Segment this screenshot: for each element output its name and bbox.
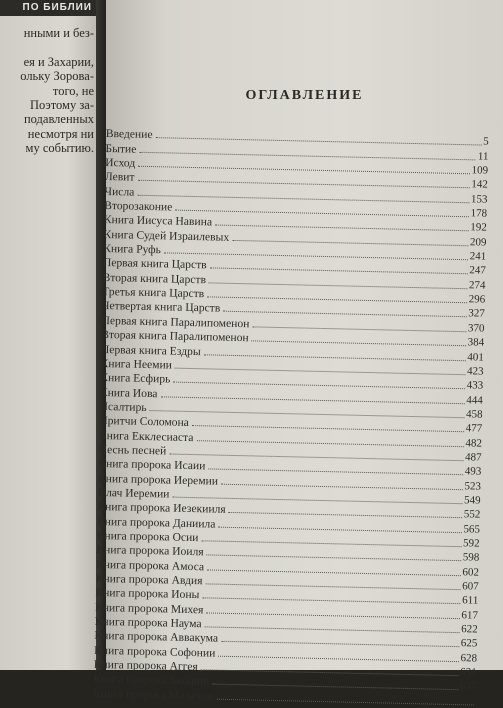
toc-entry-title: Книга пророка Захарии: [93, 672, 210, 688]
toc-entry-page: 622: [461, 623, 478, 636]
toc-entry-title: Книга пророка Авдия: [95, 571, 203, 588]
toc-entry-page: 631: [460, 666, 477, 679]
toc-entry-title: Книга пророка Исаии: [98, 457, 206, 473]
toc-entry-page: 549: [463, 494, 481, 507]
left-line: того, не: [52, 83, 94, 98]
toc-entry-title: Книга Есфирь: [100, 371, 171, 386]
toc-entry-page: 423: [466, 365, 484, 378]
toc-entry-title: Левит: [104, 170, 135, 185]
toc-entry-page: 401: [467, 350, 484, 364]
toc-entry-title: Первая книга Паралипоменон: [101, 313, 250, 331]
toc-entry-page: 565: [463, 522, 481, 536]
toc-entry-title: Первая книга Ездры: [100, 342, 201, 358]
toc-entry-title: Книга пророка Софонии: [93, 643, 216, 660]
toc-entry-title: Книга пророка Малахии: [92, 686, 214, 703]
toc-entry-page: 209: [469, 236, 487, 249]
toc-entry-page: 523: [464, 479, 482, 493]
toc-entry-title: Книга пророка Иоиля: [96, 543, 204, 559]
left-page-text: [0, 26, 94, 156]
left-line: [0, 40, 94, 54]
toc-entry-title: Песнь песней: [98, 442, 167, 458]
toc-entry-page: 370: [467, 322, 485, 335]
toc-entry-title: Исход: [105, 156, 136, 170]
toc-entry-page: 592: [462, 537, 480, 550]
toc-entry-title: Книга пророка Ионы: [95, 586, 200, 602]
toc-entry-page: 274: [468, 279, 486, 292]
toc-entry-title: Третья книга Царств: [102, 285, 205, 301]
left-line: подавленных: [23, 112, 94, 127]
toc-entry-page: 611: [462, 594, 479, 607]
toc-entry-title: Четвертая книга Царств: [101, 299, 221, 316]
toc-entry-title: Второзаконие: [104, 199, 173, 214]
toc-entry-title: Книга пророка Иезекииля: [97, 500, 226, 517]
toc-entry-title: Первая книга Царств: [102, 256, 207, 272]
left-line: му событию.: [25, 141, 94, 156]
toc-entry-title: Притчи Соломона: [99, 414, 190, 430]
left-page-header: ПО БИБЛИИ: [0, 0, 96, 16]
toc-entry-page: 384: [467, 336, 485, 349]
toc-entry-page: 637: [459, 680, 477, 693]
left-line: нными и без-: [23, 26, 94, 40]
toc-entry-title: Книга Иова: [99, 385, 158, 400]
toc-entry-title: Книга пророка Даниила: [96, 514, 216, 531]
toc-entry-title: Вторая книга Царств: [102, 270, 207, 287]
toc-entry-page: 11: [477, 150, 489, 163]
toc-entry-title: Вторая книга Паралипоменон: [101, 328, 249, 345]
toc-entry-title: Введение: [105, 127, 153, 142]
toc-entry-page: 142: [471, 178, 488, 192]
toc-leader-dots: [217, 698, 474, 705]
page-title: ОГЛАВЛЕНИЕ: [245, 88, 364, 103]
right-page: [92, 0, 503, 703]
toc-entry-page: 327: [468, 307, 485, 321]
toc-entry-page: 487: [464, 451, 482, 464]
toc-entry-title: Книга Судей Израилевых: [103, 227, 230, 244]
toc-entry-title: Книга пророка Осии: [96, 528, 199, 545]
toc-entry-page: 602: [462, 565, 480, 579]
left-line: ольку Зорова-: [20, 69, 94, 84]
toc-entry-title: Книга Неемии: [100, 356, 173, 372]
toc-entry-page: 482: [465, 436, 483, 450]
toc-entry-page: 458: [465, 408, 483, 421]
toc-entry-title: Бытие: [105, 141, 137, 156]
toc-entry-page: 444: [466, 393, 484, 407]
toc-entry-title: Числа: [104, 184, 135, 199]
toc-entry-page: 598: [462, 551, 480, 564]
toc-entry-title: Книга Руфь: [103, 242, 162, 257]
toc-entry-page: 178: [470, 207, 488, 220]
toc-entry-title: Книга пророка Иеремии: [97, 471, 219, 488]
left-line: Поэтому за-: [29, 97, 94, 112]
toc-entry-title: Книга Иисуса Навина: [103, 213, 213, 229]
table-of-contents: [93, 126, 489, 708]
toc-entry-title: Книга пророка Аввакума: [94, 629, 219, 646]
toc-entry-page: 607: [462, 580, 479, 593]
toc-entry-page: 617: [461, 608, 479, 622]
toc-entry-page: 625: [460, 637, 478, 650]
toc-entry-title: Книга пророка Аггея: [93, 657, 198, 674]
toc-entry-title: Книга Екклесиаста: [98, 428, 194, 444]
toc-entry-title: Книга пророка Наума: [94, 614, 202, 631]
toc-entry-page: 628: [460, 651, 478, 665]
toc-entry-page: 296: [468, 293, 486, 306]
toc-entry-page: 192: [470, 221, 487, 235]
toc-entry-page: 493: [464, 465, 482, 478]
left-line: несмотря ни: [27, 126, 94, 141]
toc-entry-page: 247: [469, 264, 486, 278]
toc-entry-page: 5: [483, 135, 489, 149]
toc-entry-page: 477: [465, 422, 483, 435]
toc-entry-title: Книга пророка Михея: [94, 600, 204, 617]
toc-entry-title: Книга пророка Амоса: [95, 557, 205, 573]
left-line: ея и Захарии,: [23, 54, 94, 69]
toc-entry-page: 109: [471, 164, 489, 177]
toc-entry-title: Плач Иеремии: [97, 485, 170, 501]
toc-entry-page: 153: [470, 193, 488, 206]
left-page: [0, 0, 96, 670]
toc-entry-page: 241: [469, 250, 487, 263]
toc-entry-page: 552: [463, 508, 481, 521]
toc-entry-page: 433: [466, 379, 484, 392]
toc-entry-title: Псалтирь: [99, 399, 147, 414]
